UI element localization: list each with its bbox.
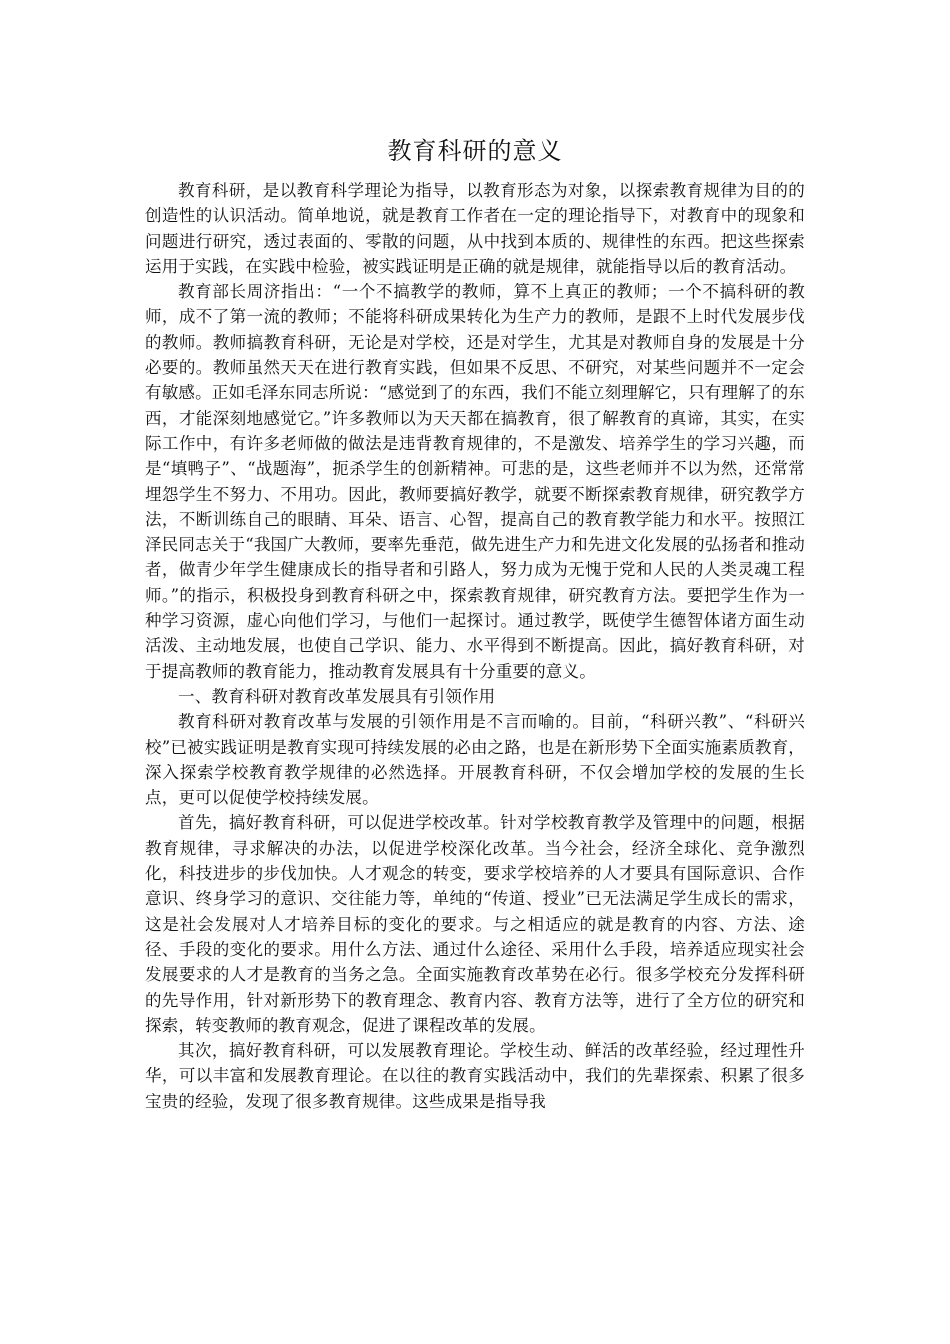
paragraph-intro: 教育科研，是以教育科学理论为指导，以教育形态为对象，以探索教育规律为目的的创造性的认识活动。简单地说，就是教育工作者在一定的理论指导下，对教育中的现象和问题进行研究，透过表面的、零散的问题，从中找到本质的、规律性的东西。把这些探索运用于实践，在实践中检验，被实践证明是正确的就是规律，就能指导以后的教育活动。	[145, 181, 805, 276]
document-page	[145, 0, 805, 1344]
paragraph-first-point: 首先，搞好教育科研，可以促进学校改革。针对学校教育教学及管理中的问题，根据教育规律，寻求解决的办法，以促进学校深化改革。当今社会，经济全球化、竞争激烈化，科技进步的步伐加快。人才观念的转变，要求学校培养的人才要具有国际意识、合作意识、终身学习的意识、交往能力等，单纯的“传道、授业”已无法满足学生成长的需求，这是社会发展对人才培养目标的变化的要求。与之相适应的就是教育的内容、方法、途径、手段的变化的要求。用什么方法、通过什么途径、采用什么手段，培养适应现实社会发展要求的人才是教育的当务之急。全面实施教育改革势在必行。很多学校充分发挥科研的先导作用，针对新形势下的教育理念、教育内容、教育方法等，进行了全方位的研究和探索，转变教师的教育观念，促进了课程改革的发展。	[145, 813, 805, 1035]
paragraph-second-point: 其次，搞好教育科研，可以发展教育理论。学校生动、鲜活的改革经验，经过理性升华，可以丰富和发展教育理论。在以往的教育实践活动中，我们的先辈探索、积累了很多宝贵的经验，发现了很多教育规律。这些成果是指导我	[145, 1041, 805, 1111]
section-heading-1: 一、教育科研对教育改革发展具有引领作用	[178, 686, 496, 706]
paragraph-zhouji-quote: 教育部长周济指出：“一个不搞教学的教师，算不上真正的教师；一个不搞科研的教师，成不了第一流的教师；不能将科研成果转化为生产力的教师，是跟不上时代发展步伐的教师。教师搞教育科研，无论是对学校，还是对学生，尤其是对教师自身的发展是十分必要的。教师虽然天天在进行教育实践，但如果不反思、不研究，对某些问题并不一定会有敏感。正如毛泽东同志所说：“感觉到了的东西，我们不能立刻理解它，只有理解了的东西，才能深刻地感觉它。”许多教师以为天天都在搞教育，很了解教育的真谛，其实，在实际工作中，有许多老师做的做法是违背教育规律的，不是激发、培养学生的学习兴趣，而是“填鸭子”、“战题海”，扼杀学生的创新精神。可悲的是，这些老师并不以为然，还常常埋怨学生不努力、不用功。因此，教师要搞好教学，就要不断探索教育规律，研究教学方法，不断训练自己的眼睛、耳朵、语言、心智，提高自己的教育教学能力和水平。按照江泽民同志关于“我国广大教师，要率先垂范，做先进生产力和先进文化发展的弘扬者和推动者，做青少年学生健康成长的指导者和引路人，努力成为无愧于党和人民的人类灵魂工程师。”的指示，积极投身到教育科研之中，探索教育规律，研究教育方法。要把学生作为一种学习资源，虚心向他们学习，与他们一起探讨。通过教学，既使学生德智体诸方面生动活泼、主动地发展，也使自己学识、能力、水平得到不断提高。因此，搞好教育科研，对于提高教师的教育能力，推动教育发展具有十分重要的意义。	[145, 282, 805, 681]
document-body	[145, 178, 805, 1114]
paragraph-leading-role: 教育科研对教育改革与发展的引领作用是不言而喻的。目前，“科研兴教”、“科研兴校”已被实践证明是教育实现可持续发展的必由之路，也是在新形势下全面实施素质教育，深入探索学校教育教学规律的必然选择。开展教育科研，不仅会增加学校的发展的生长点，更可以促使学校持续发展。	[145, 712, 805, 808]
document-title: 教育科研的意义	[387, 137, 563, 165]
